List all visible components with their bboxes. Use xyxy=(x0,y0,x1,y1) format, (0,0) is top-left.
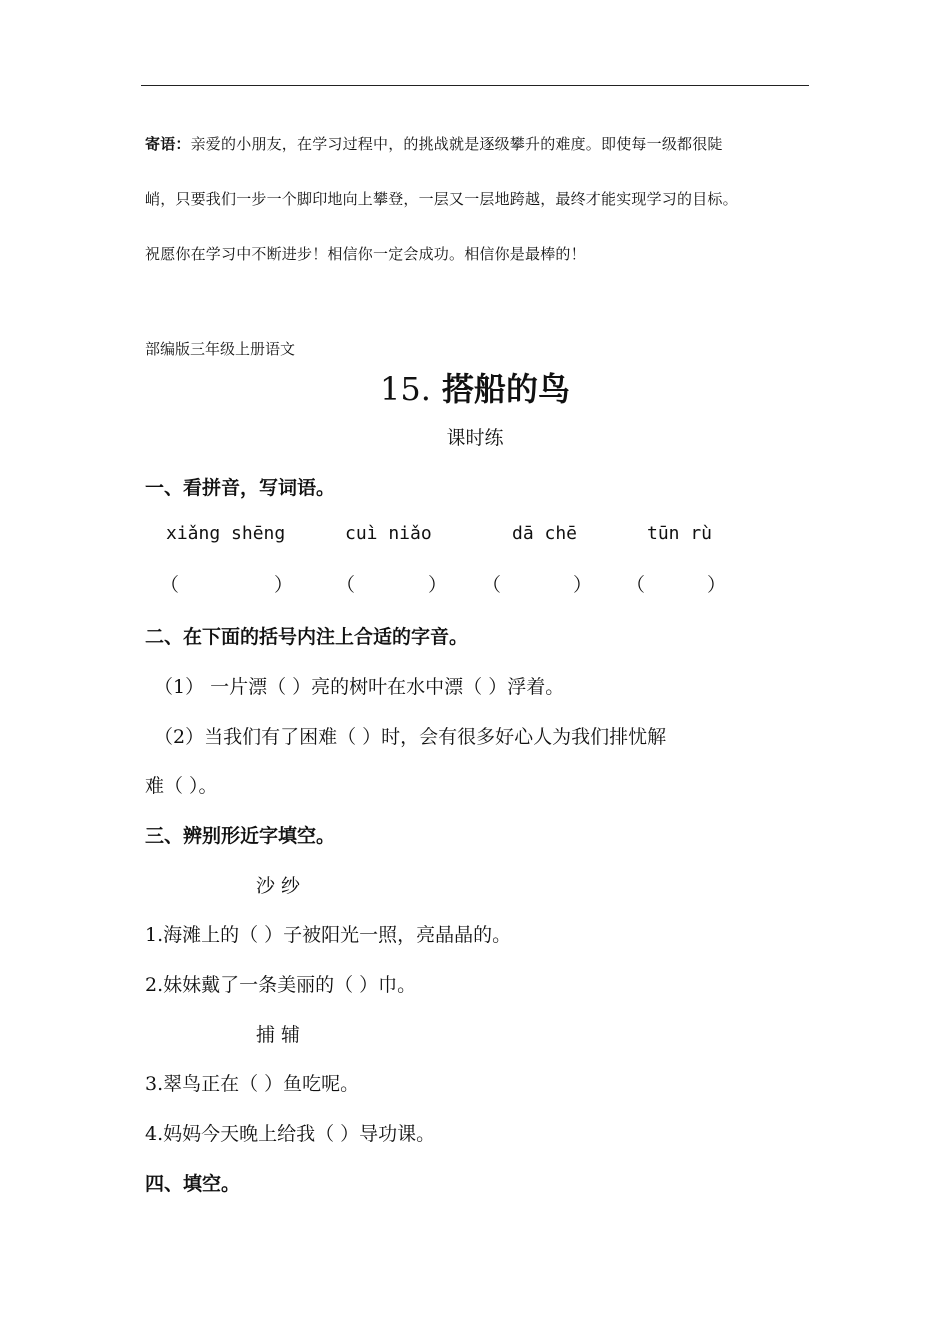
lesson-subtitle: 课时练 xyxy=(446,427,504,449)
pinyin-3: dā chē xyxy=(512,523,578,544)
intro-text-1: 亲爱的小朋友，在学习过程中，的挑战就是逐级攀升的难度。即使每一级都很陡 xyxy=(190,135,723,153)
lesson-number: 15. xyxy=(379,370,431,408)
intro-label: 寄语： xyxy=(145,135,191,153)
char-pair-2: 捕 辅 xyxy=(256,1024,301,1046)
section-3-q3: 3.翠鸟正在（ ）鱼吃呢。 xyxy=(145,1073,360,1095)
pinyin-1: xiǎng shēng xyxy=(166,523,286,544)
bracket-open-4: （ xyxy=(626,574,646,596)
intro-line-2: 峭，只要我们一步一个脚印地向上攀登，一层又一层地跨越，最终才能实现学习的目标。 xyxy=(145,190,738,208)
pinyin-4: tūn rù xyxy=(647,523,713,544)
intro-line-3: 祝愿你在学习中不断进步！相信你一定会成功。相信你是最棒的！ xyxy=(145,245,586,263)
bracket-open-2: （ xyxy=(336,574,356,596)
bracket-close-3: ） xyxy=(573,574,593,596)
intro-line-1 xyxy=(145,133,723,154)
section-3-q1: 1.海滩上的（ ）子被阳光一照，亮晶晶的。 xyxy=(145,924,512,946)
bracket-close-2: ） xyxy=(428,574,448,596)
char-pair-1: 沙 纱 xyxy=(256,875,301,897)
section-4-heading: 四、填空。 xyxy=(145,1173,241,1195)
bracket-close-4: ） xyxy=(707,574,727,596)
lesson-name: 搭船的鸟 xyxy=(442,370,571,408)
pinyin-2: cuì niǎo xyxy=(345,523,432,544)
section-3-q4: 4.妈妈今天晚上给我（ ）导功课。 xyxy=(145,1123,436,1145)
lesson-title xyxy=(0,364,950,410)
section-1-heading: 一、看拼音，写词语。 xyxy=(145,477,336,499)
section-3-heading: 三、辨别形近字填空。 xyxy=(145,825,336,847)
grade-label: 部编版三年级上册语文 xyxy=(145,340,296,358)
header-rule xyxy=(141,85,809,86)
bracket-open-3: （ xyxy=(482,574,502,596)
section-2-q2-line1: （2）当我们有了困难（ ）时，会有很多好心人为我们排忧解 xyxy=(154,726,667,748)
section-2-q1: （1） 一片漂（ ）亮的树叶在水中漂（ ）浮着。 xyxy=(154,676,565,698)
section-2-heading: 二、在下面的括号内注上合适的字音。 xyxy=(145,626,469,648)
bracket-open-1: （ xyxy=(160,574,180,596)
bracket-close-1: ） xyxy=(274,574,294,596)
section-3-q2: 2.妹妹戴了一条美丽的（ ）巾。 xyxy=(145,974,417,996)
section-2-q2-line2: 难（ ）。 xyxy=(145,775,218,797)
